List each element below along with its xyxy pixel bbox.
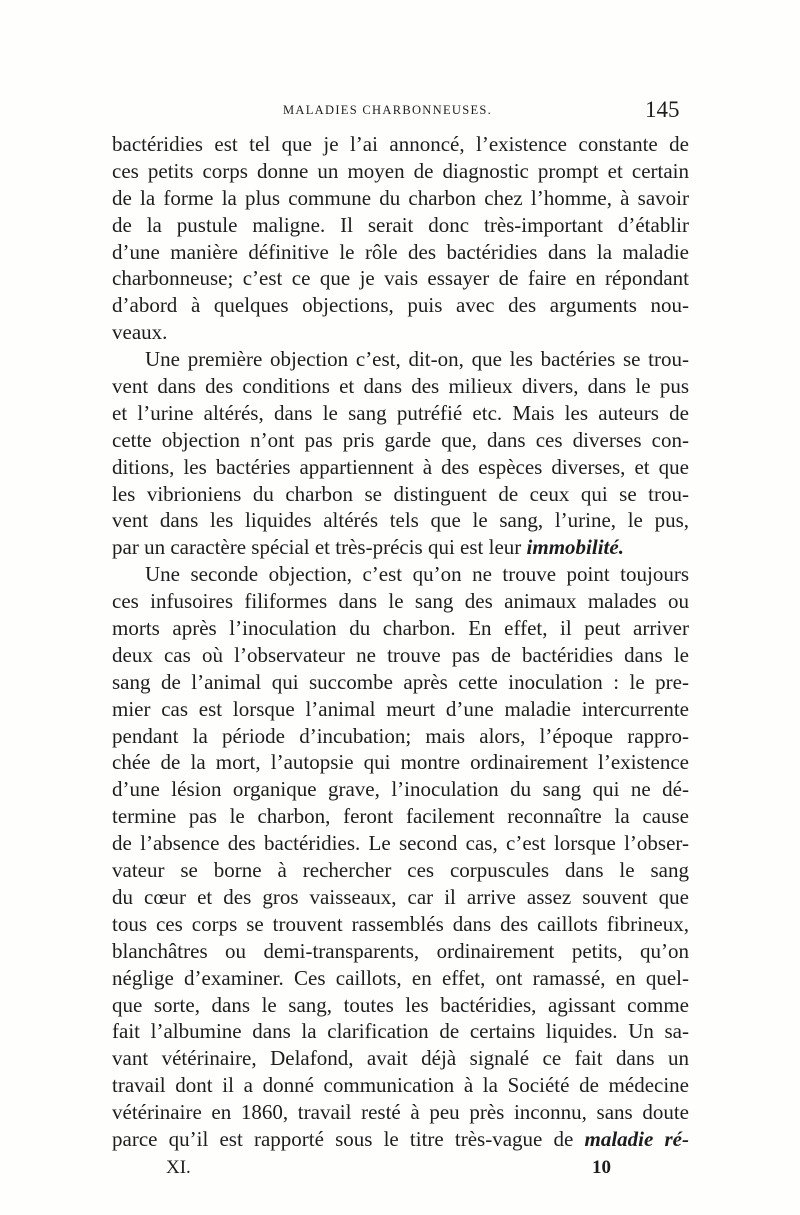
- text-line: de l’absence des bactéridies. Le second cas, c’est lorsque l’obser-: [112, 831, 689, 856]
- text-line: [112, 1126, 689, 1153]
- text-line: charbonneuse; c’est ce que je vais essayer de faire en répondant: [112, 266, 689, 291]
- text-line: que sorte, dans le sang, toutes les bactéridies, agissant comme: [112, 992, 689, 1017]
- text-line-roman: par un caractère spécial et très-précis qui est leur: [112, 535, 527, 560]
- text-line: mier cas est lorsque l’animal meurt d’une maladie intercurrente: [112, 696, 689, 721]
- text-line: deux cas où l’observateur ne trouve pas de bactéridies dans le: [112, 642, 689, 667]
- text-line: fait l’albumine dans la clarification de certains liquides. Un sa-: [112, 1019, 689, 1044]
- text-line: morts après l’inoculation du charbon. En effet, il peut arriver: [112, 616, 689, 641]
- text-line: vétérinaire en 1860, travail resté à peu près inconnu, sans doute: [112, 1100, 689, 1125]
- text-line: travail dont il a donné communication à la Société de médecine: [112, 1073, 689, 1098]
- text-line: ces infusoires filiformes dans le sang des animaux malades ou: [112, 589, 689, 614]
- text-line: vant vétérinaire, Delafond, avait déjà signalé ce fait dans un: [112, 1046, 689, 1071]
- text-line: vent dans des conditions et dans des milieux divers, dans le pus: [112, 374, 689, 399]
- text-line: les vibrioniens du charbon se distinguent de ceux qui se trou-: [112, 481, 689, 506]
- text-line-roman: parce qu’il est rapporté sous le titre très-vague de: [112, 1126, 585, 1151]
- text-line: termine pas le charbon, feront facilement reconnaître la cause: [112, 804, 689, 829]
- text-line: néglige d’examiner. Ces caillots, en effet, ont ramassé, en quel-: [112, 965, 689, 990]
- text-line: d’abord à quelques objections, puis avec des arguments nou-: [112, 293, 689, 318]
- text-line: vateur se borne à rechercher ces corpuscules dans le sang: [112, 858, 689, 883]
- text-line: veaux.: [112, 320, 168, 345]
- text-line: sang de l’animal qui succombe après cette inoculation : le pre-: [112, 669, 689, 694]
- text-line: ditions, les bactéries appartiennent à des espèces diverses, et que: [112, 454, 689, 479]
- text-line: ces petits corps donne un moyen de diagnostic prompt et certain: [112, 158, 689, 183]
- text-line: d’une lésion organique grave, l’inoculation du sang qui ne dé-: [112, 777, 689, 802]
- body-text: [112, 131, 689, 1153]
- page-number: 145: [645, 97, 680, 122]
- text-line: [112, 534, 689, 561]
- text-line: blanchâtres ou demi-transparents, ordinairement petits, qu’on: [112, 938, 689, 963]
- text-line: de la pustule maligne. Il serait donc très-important d’établir: [112, 212, 689, 237]
- text-line: d’une manière définitive le rôle des bactéridies dans la maladie: [112, 239, 689, 264]
- running-title: MALADIES CHARBONNEUSES.: [283, 103, 493, 117]
- text-line: bactéridies est tel que je l’ai annoncé, l’existence constante de: [112, 132, 689, 156]
- text-line: Une seconde objection, c’est qu’on ne trouve point toujours: [145, 562, 689, 587]
- text-line: vent dans les liquides altérés tels que le sang, l’urine, le pus,: [112, 508, 689, 533]
- italic-term: maladie ré-: [584, 1126, 689, 1151]
- signature-mark: XI.: [166, 1157, 191, 1178]
- text-line: Une première objection c’est, dit-on, que les bactéries se trou-: [145, 347, 689, 372]
- text-line: tous ces corps se trouvent rassemblés dans des caillots fibrineux,: [112, 911, 689, 936]
- italic-term: immobilité.: [526, 535, 624, 560]
- sheet-number: 10: [592, 1157, 611, 1178]
- text-line: pendant la période d’incubation; mais alors, l’époque rappro-: [112, 723, 689, 748]
- text-line: du cœur et des gros vaisseaux, car il arrive assez souvent que: [112, 884, 689, 909]
- text-line: de la forme la plus commune du charbon chez l’homme, à savoir: [112, 185, 689, 210]
- text-line: chée de la mort, l’autopsie qui montre ordinairement l’existence: [112, 750, 689, 775]
- text-line: cette objection n’ont pas pris garde que, dans ces diverses con-: [112, 427, 689, 452]
- text-line: et l’urine altérés, dans le sang putréfié etc. Mais les auteurs de: [112, 400, 689, 425]
